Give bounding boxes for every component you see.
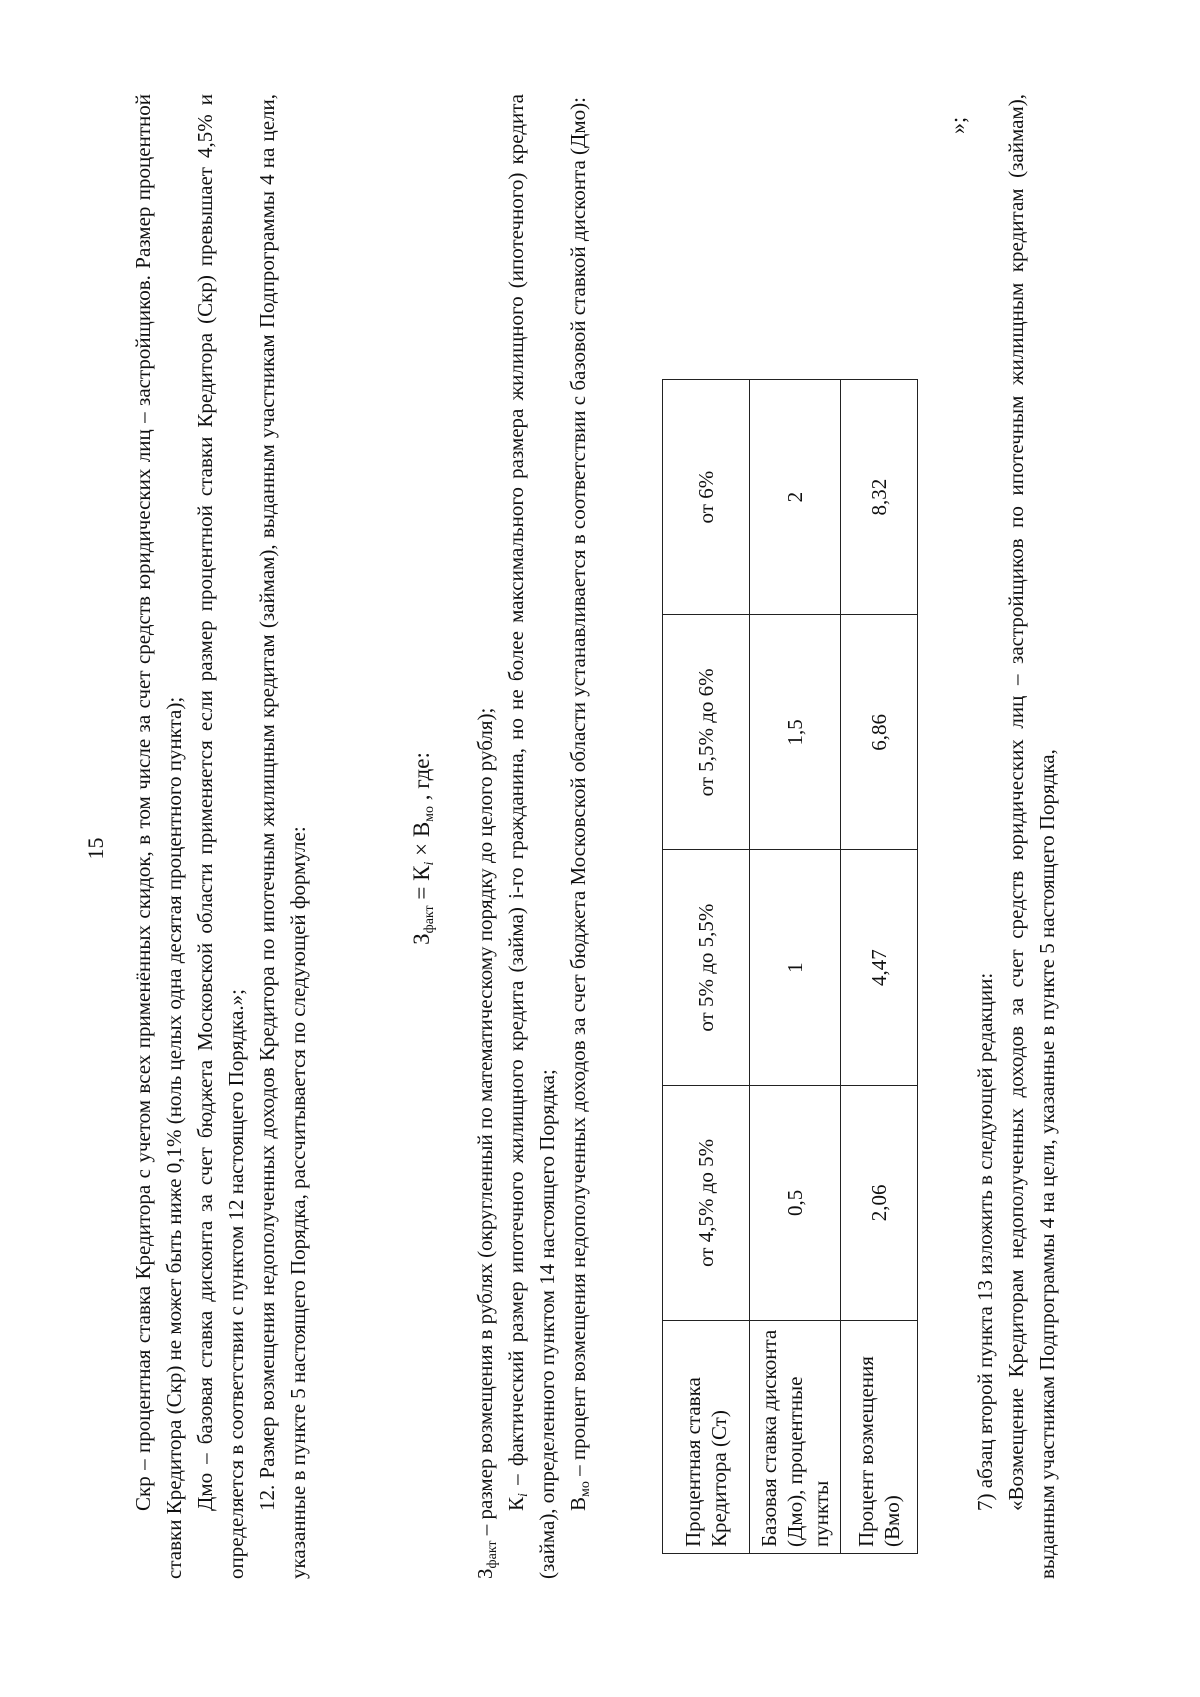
definitions-block-1 (128, 94, 314, 1579)
z-subscript: факт (485, 1540, 500, 1569)
skr-definition: Скр – процентная ставка Кредитора с учетом всех применённых скидок, в том числе за счет средств юридических лиц – застройщиков. Размер процентной ставки Кредитора (Скр) не может быть ниже 0,1% (ноль целых одна десятая процентного пункта); (131, 94, 186, 1579)
reimbursement-formula (406, 0, 437, 1697)
formula-v-sub: мо (422, 805, 437, 822)
table-row (750, 380, 841, 1554)
table-cell: 8,32 (841, 380, 918, 615)
table-cell: от 6% (663, 380, 750, 615)
k-definition (501, 94, 563, 1579)
v-text: – процент возмещения недополученных доходов за счет бюджета Московской области устанавливается в соответствии с базовой ставкой дисконта (Дмо): (566, 97, 590, 1482)
discount-rate-table (662, 379, 918, 1554)
row-label: Процентная ставка Кредитора (Ст) (663, 1321, 750, 1554)
amendment-7-text: «Возмещение Кредиторам недополученных доходов за счет средств юридических лиц – застройщиков по ипотечным жилищным кредитам (займам), выданным участникам Подпрограммы 4 на цели, указанные в пункте 5 настоящего Порядка, (1004, 94, 1059, 1579)
formula-tail: , где: (409, 752, 434, 806)
table-cell: от 5% до 5,5% (663, 850, 750, 1085)
table-cell: 2 (750, 380, 841, 615)
formula-lhs-sub: факт (422, 905, 437, 934)
formula-eq: = К (409, 865, 434, 906)
table-cell: от 5,5% до 6% (663, 615, 750, 850)
formula-times: × В (409, 821, 434, 862)
definitions-block-2 (470, 94, 594, 1579)
z-symbol: З (473, 1568, 497, 1579)
formula-k-sub: i (422, 861, 437, 866)
v-definition (563, 94, 594, 1579)
table-cell: от 4,5% до 5% (663, 1085, 750, 1320)
table-cell: 4,47 (841, 850, 918, 1085)
clause-12-text: 12. Размер возмещения недополученных доходов Кредитора по ипотечным жилищным кредитам (займам), выданным участникам Подпрограммы 4 на цели, указанные в пункте 5 настоящего Порядка, рассчитывается по следующей формуле: (255, 94, 310, 1579)
z-text: – размер возмещения в рублях (округленный по математическому порядку до целого рубля); (473, 707, 497, 1541)
closing-quote-mark: »; (945, 116, 970, 134)
v-symbol: В (566, 1496, 590, 1511)
formula-lhs: З (409, 933, 434, 945)
k-symbol: К (504, 1496, 528, 1511)
table-row (841, 380, 918, 1554)
row-label: Базовая ставка дисконта (Дмо), процентные пункты (750, 1321, 841, 1554)
table-cell: 0,5 (750, 1085, 841, 1320)
amendment-7-intro: 7) абзац второй пункта 13 изложить в следующей редакции: (973, 972, 997, 1511)
amendment-block (970, 94, 1063, 1579)
dmo-definition: Дмо – базовая ставка дисконта за счет бюджета Московской области применяется если размер процентной ставки Кредитора (Скр) превышает 4,5% и определяется в соответствии с пунктом 12 настоящего Порядка.»; (193, 94, 248, 1579)
z-definition (470, 94, 501, 1579)
k-subscript: i (516, 1493, 531, 1497)
k-text: – фактический размер ипотечного жилищного кредита (займа) i-го гражданина, но не более максимального размера жилищного (ипотечного) кредита (займа), определенного пунктом 14 настоящего Порядка; (504, 94, 559, 1579)
page-number: 15 (83, 837, 108, 860)
table-cell: 1 (750, 850, 841, 1085)
row-label: Процент возмещения (Вмо) (841, 1321, 918, 1554)
table-cell: 1,5 (750, 615, 841, 850)
table-cell: 6,86 (841, 615, 918, 850)
table-cell: 2,06 (841, 1085, 918, 1320)
table-row (663, 380, 750, 1554)
v-subscript: мо (578, 1481, 593, 1497)
